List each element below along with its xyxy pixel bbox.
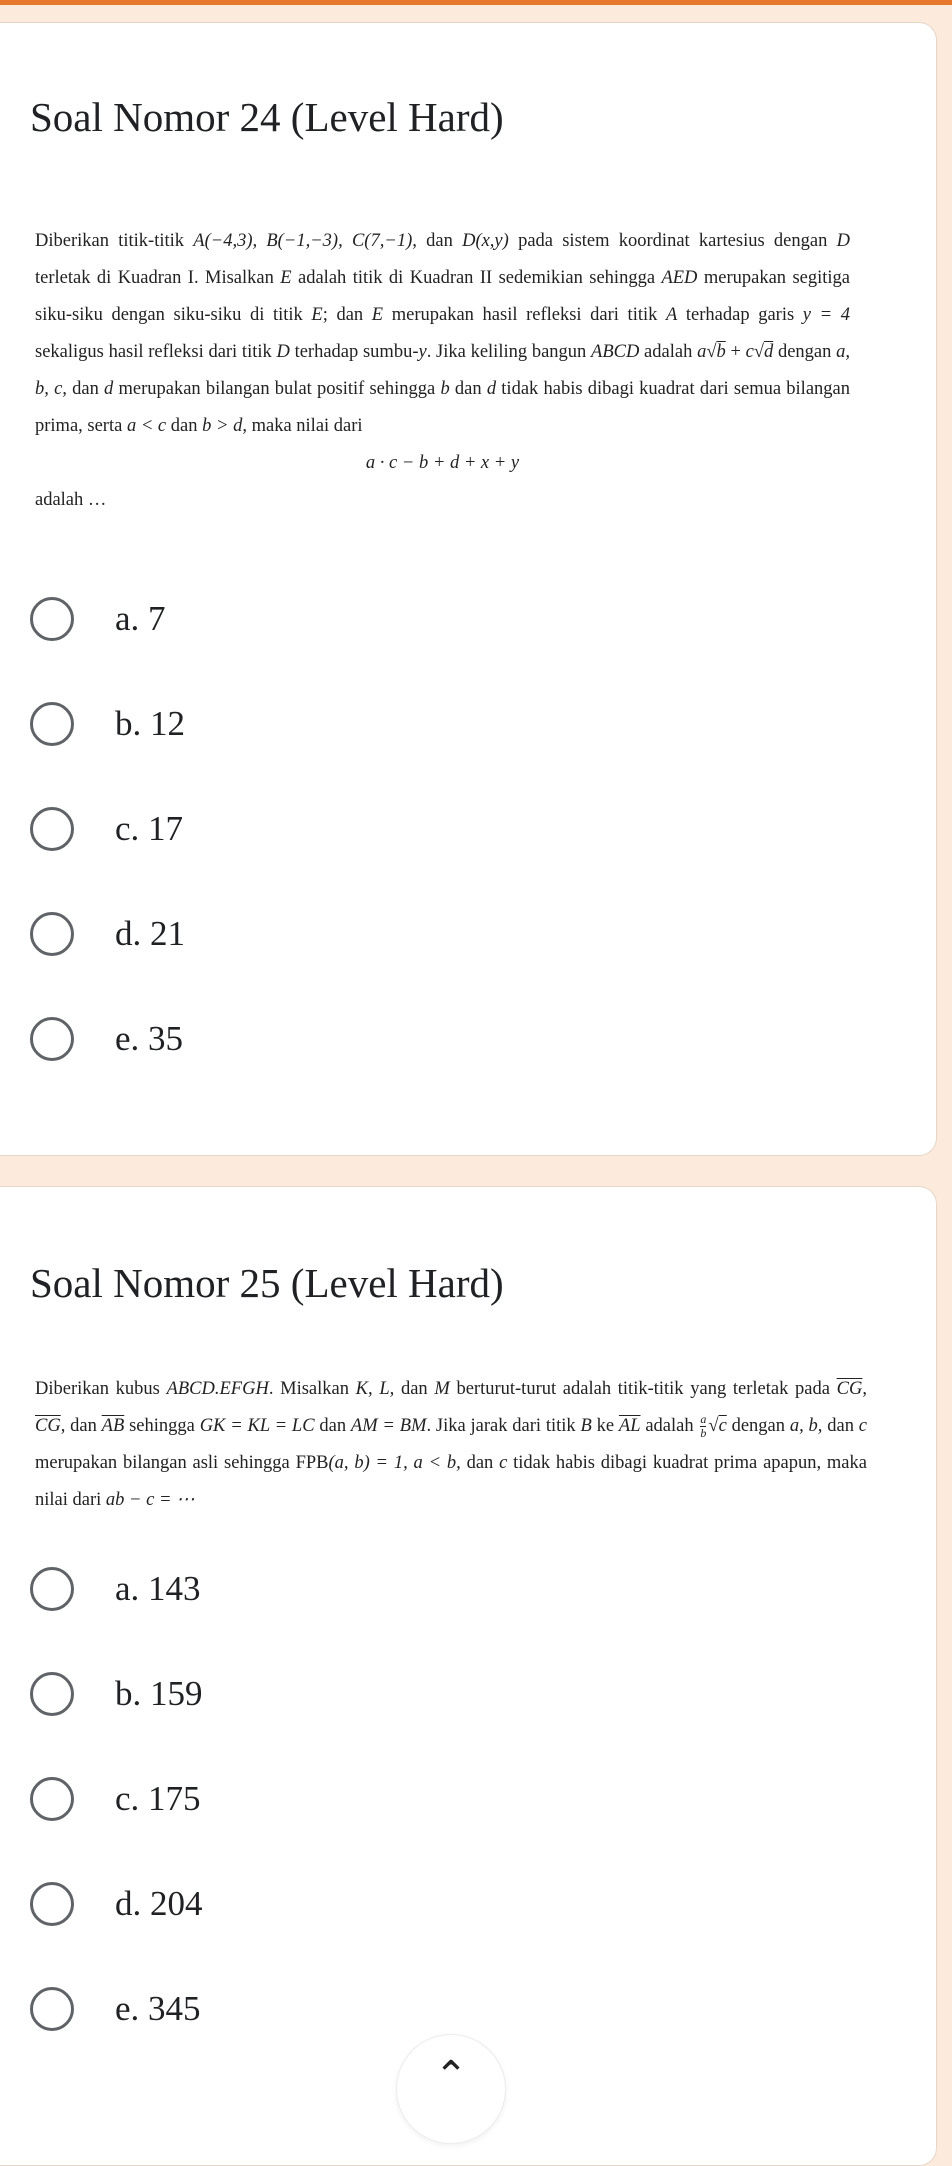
- option-d[interactable]: [30, 1876, 203, 1932]
- option-label: b. 12: [115, 704, 185, 743]
- option-d[interactable]: [30, 906, 185, 962]
- radio-button[interactable]: [30, 1987, 74, 2031]
- radio-button[interactable]: [30, 1017, 74, 1061]
- radio-button[interactable]: [30, 702, 74, 746]
- option-e[interactable]: [30, 1981, 201, 2037]
- top-accent-bar: [0, 0, 952, 5]
- formula: a · c − b + d + x + y: [365, 453, 520, 473]
- radio-button[interactable]: [30, 1882, 74, 1926]
- radio-button[interactable]: [30, 1672, 74, 1716]
- radio-button[interactable]: [30, 912, 74, 956]
- option-c[interactable]: [30, 801, 183, 857]
- question-title: Soal Nomor 25 (Level Hard): [30, 1260, 504, 1306]
- option-label: b. 159: [115, 1674, 203, 1713]
- question-text: Diberikan titik-titik A(−4,3), B(−1,−3), C(7,−1), dan D(x,y) pada sistem koordinat kartesius dengan D terletak di Kuadran I. Misalkan E adalah titik di Kuadran II sedemikian sehingga AED merupakan segitiga siku-siku dengan siku-siku di titik E; dan E merupakan hasil refleksi dari titik A terhadap garis y = 4 sekaligus hasil refleksi dari titik D terhadap sumbu-y. Jika keliling bangun ABCD adalah a√b + c√d dengan a, b, c, dan d merupakan bilangan bulat positif sehingga b dan d tidak habis dibagi kuadrat dari semua bilangan prima, serta a < c dan b > d, maka nilai dari a · c − b + d + x + y adalah …: [35, 231, 850, 510]
- option-e[interactable]: [30, 1011, 183, 1067]
- option-label: e. 345: [115, 1989, 201, 2028]
- option-label: c. 175: [115, 1779, 201, 1818]
- question-title: Soal Nomor 24 (Level Hard): [30, 94, 504, 140]
- option-b[interactable]: [30, 696, 185, 752]
- option-label: a. 7: [115, 599, 166, 638]
- chevron-up-icon: ⌃: [434, 2053, 468, 2099]
- option-a[interactable]: [30, 1561, 201, 1617]
- option-label: d. 204: [115, 1884, 203, 1923]
- radio-button[interactable]: [30, 1567, 74, 1611]
- question-card-24: [0, 22, 937, 1156]
- radio-button[interactable]: [30, 597, 74, 641]
- option-b[interactable]: [30, 1666, 203, 1722]
- option-label: d. 21: [115, 914, 185, 953]
- option-label: c. 17: [115, 809, 184, 848]
- option-c[interactable]: [30, 1771, 201, 1827]
- question-card-25: [0, 1186, 937, 2166]
- radio-button[interactable]: [30, 807, 74, 851]
- question-tail: adalah …: [35, 490, 107, 510]
- fraction: $\frac{a}{b}$: [700, 1412, 707, 1441]
- scroll-to-top-button[interactable]: [396, 2034, 506, 2144]
- question-text: Diberikan kubus ABCD.EFGH. Misalkan K, L, dan M berturut-turut adalah titik-titik yang terletak pada $\overline{CG}$, $\overline{CG}$, dan $\overline{AB}$ sehingga GK = KL = LC dan AM = BM. Jika jarak dari titik B ke $\overline{AL}$ adalah $\frac{a}{b}$ √c dengan a, b, dan c merupakan bilangan asli sehingga FPB(a, b) = 1, a < b, dan c tidak habis dibagi kuadrat prima apapun, maka nilai dari ab − c = ⋯: [35, 1379, 867, 1510]
- radio-button[interactable]: [30, 1777, 74, 1821]
- option-label: e. 35: [115, 1019, 184, 1058]
- option-label: a. 143: [115, 1569, 201, 1608]
- option-a[interactable]: [30, 591, 166, 647]
